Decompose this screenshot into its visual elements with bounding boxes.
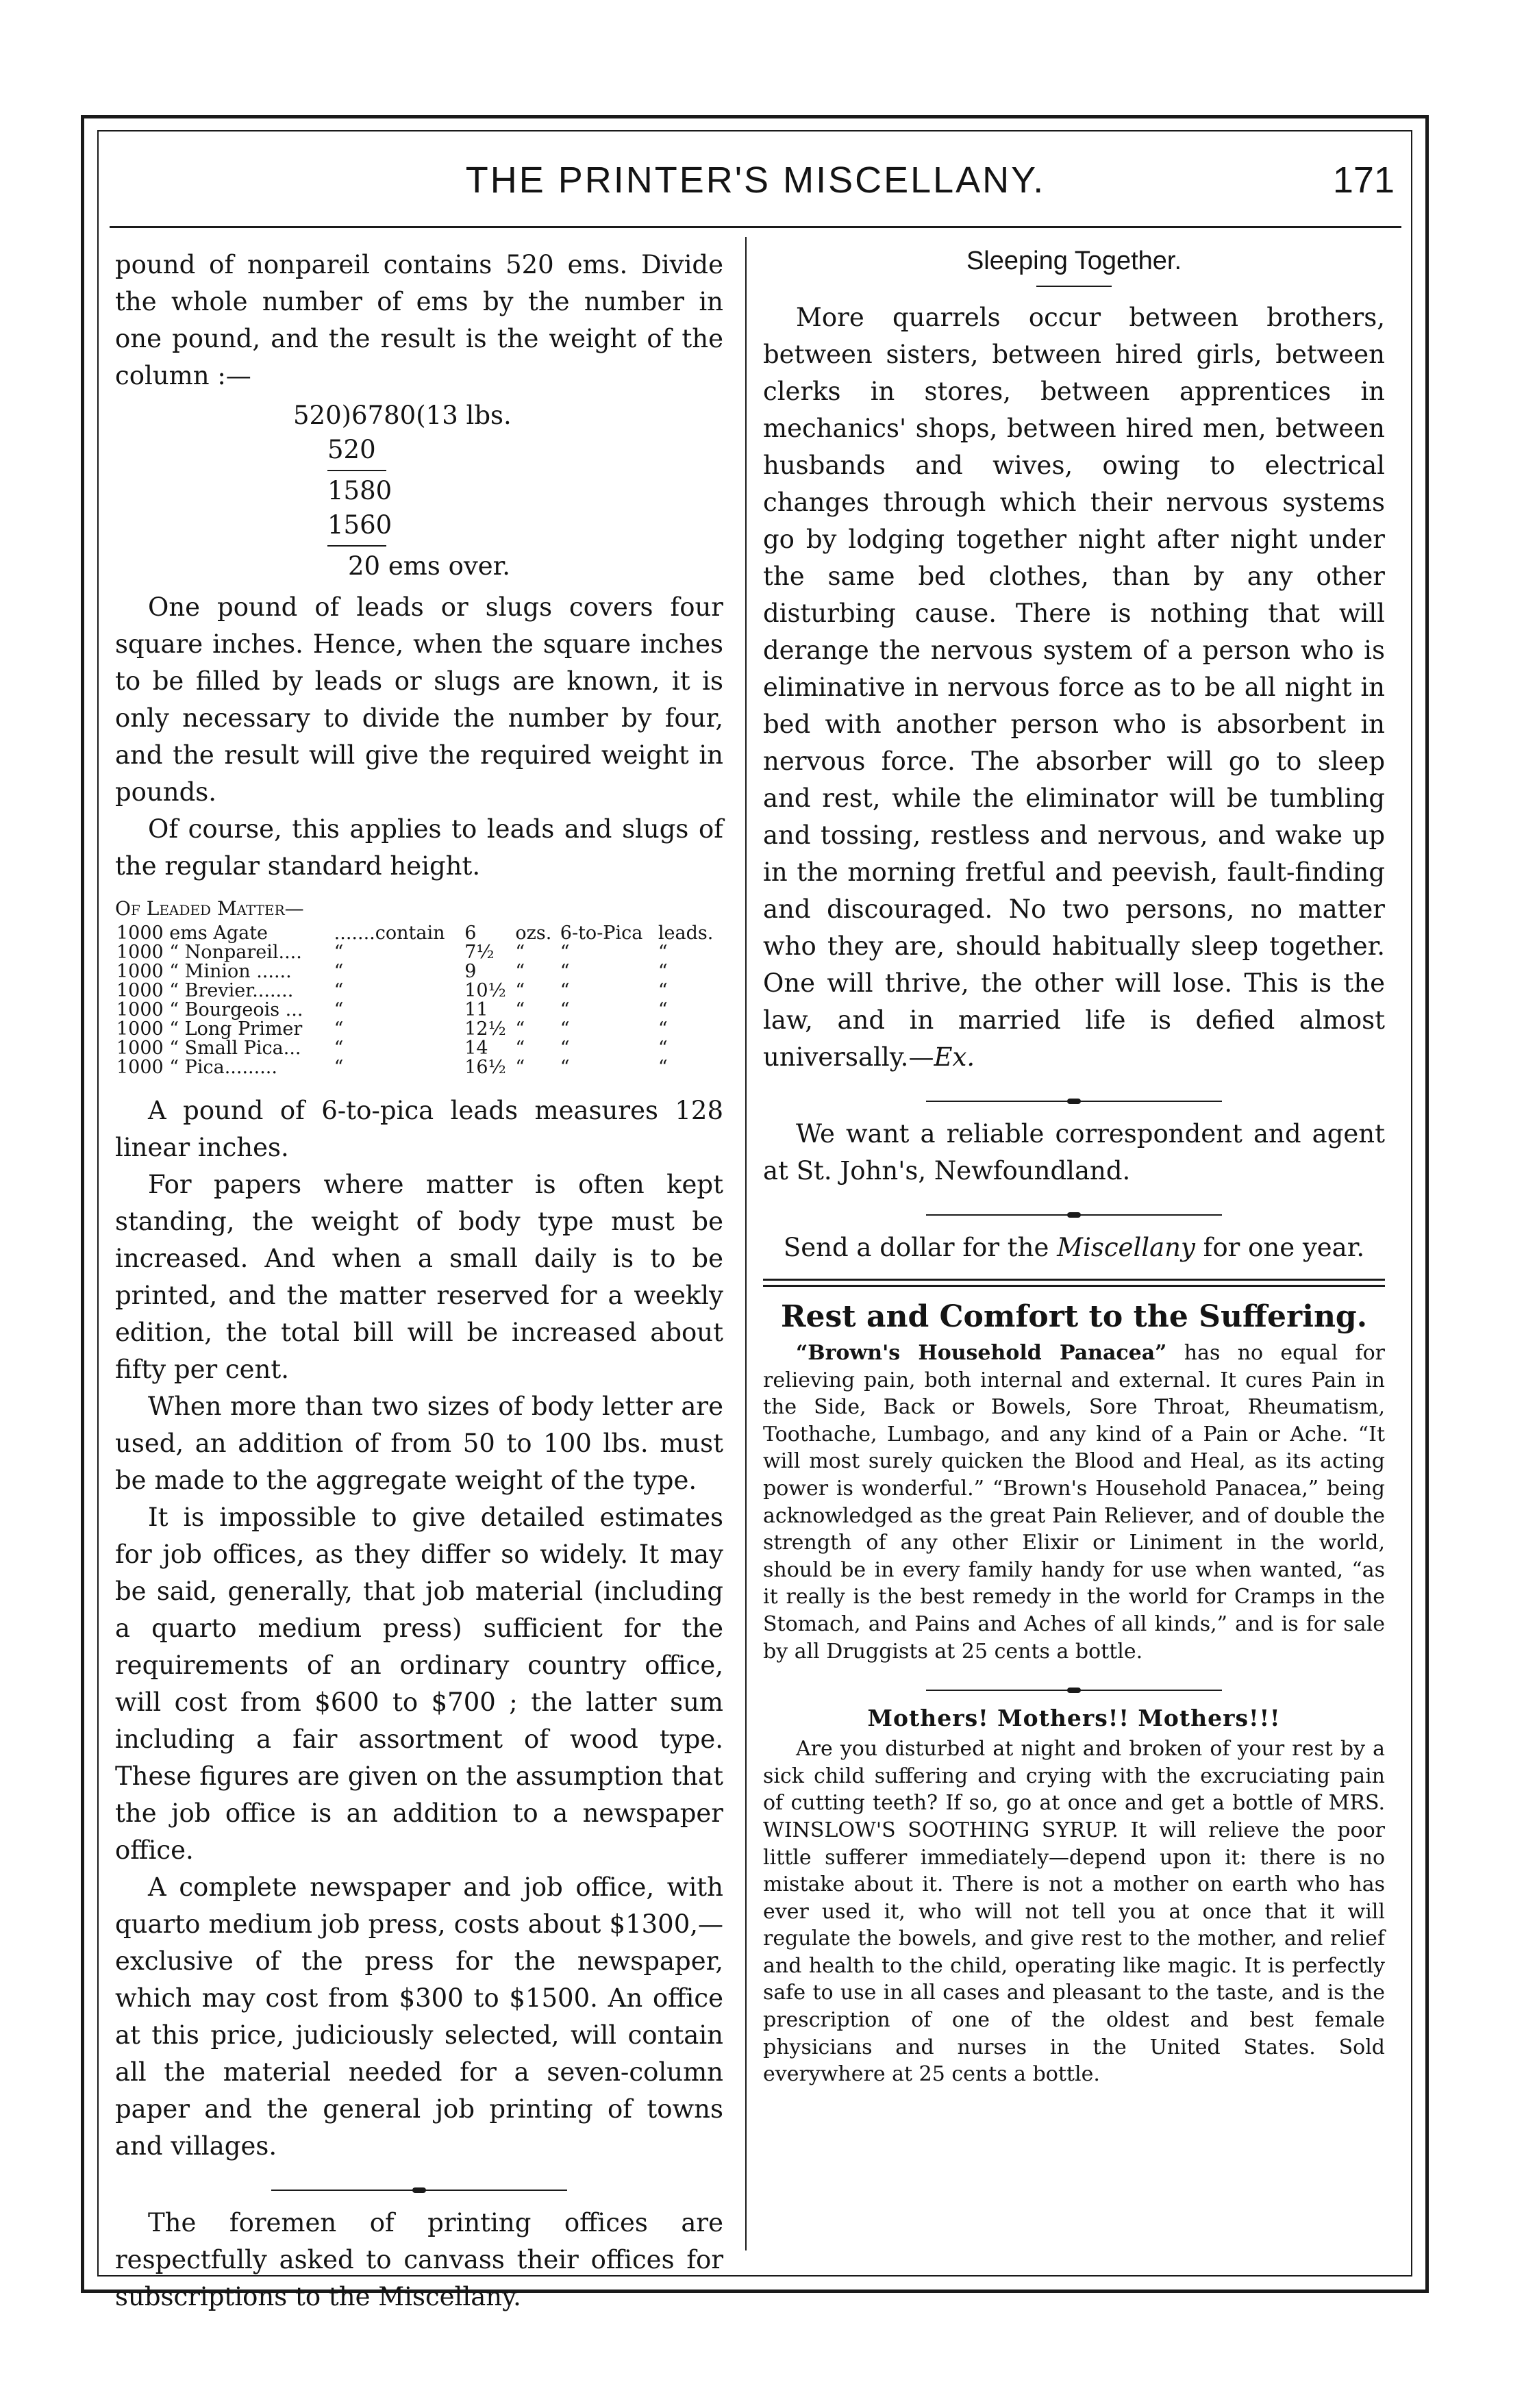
- notice: We want a reliable correspondent and agent at St. John's, Newfoundland.: [763, 1119, 1385, 1186]
- table-cell: “: [560, 999, 570, 1020]
- table-cell: 1000 ems Agate: [116, 923, 268, 944]
- ornament-divider: [763, 1683, 1385, 1687]
- table-row: [115, 1020, 723, 1039]
- table-cell: “: [658, 961, 668, 982]
- paragraph: When more than two sizes of body letter are used, an addition of from 50 to 100 lbs. must be made to the aggregate weight of the type.: [115, 1392, 723, 1495]
- paragraph-text: More quarrels occur between brothers, between sisters, between hired girls, between clerks in stores, between apprentices in mechanics' shops, between hired men, between husbands and wives, owing to electrical changes through which their nervous systems go by lodging together night after night under the same bed clothes, than by any other disturbing cause. There is nothing that will derange the nervous system of a person who is eliminative in nervous force as to be all night in bed with another person who is absorbent in nervous force. The absorber will go to sleep and rest, while the eliminator will be tumbling and tossing, restless and nervous, and wake up in the morning fretful and peevish, fault-finding and discouraged. No two persons, no matter who they are, should habitually sleep together. One will thrive, the other will lose. This is the law, and in married life is defied almost universally.—: [763, 303, 1385, 1072]
- table-cell: 1000 “ Small Pica...: [116, 1038, 301, 1059]
- table-cell: 16½: [464, 1057, 506, 1078]
- table-cell: 7½: [464, 942, 495, 963]
- table-row: [115, 943, 723, 962]
- table-cell: “: [560, 942, 570, 963]
- table-cell: “: [334, 942, 344, 963]
- table-cell: “: [658, 1018, 668, 1040]
- table-cell: 1000 “ Pica.........: [116, 1057, 277, 1078]
- math-line: 520)6780(13 lbs.: [293, 401, 512, 430]
- table-cell: “: [560, 1018, 570, 1040]
- advertisement-heading: Mothers! Mothers!! Mothers!!!: [867, 1705, 1281, 1732]
- math-line: 20 ems over.: [348, 551, 511, 581]
- column-rule: [745, 237, 747, 2250]
- table-cell: “: [515, 1018, 525, 1040]
- ornament-divider: [763, 1094, 1385, 1098]
- running-title: THE PRINTER'S MISCELLANY.: [465, 160, 1046, 201]
- table-cell: “: [334, 1018, 344, 1040]
- source-note: Ex.: [934, 1042, 975, 1072]
- short-rule: [1036, 286, 1112, 287]
- table-cell: leads.: [658, 923, 714, 944]
- paragraph: The foremen of printing offices are respectfully asked to canvass their offices for subscriptions to the Miscellany.: [115, 2208, 723, 2311]
- math-rule: [327, 545, 386, 547]
- page-number: 171: [1332, 160, 1395, 201]
- table-cell: ozs.: [515, 923, 552, 944]
- table-row: [115, 1039, 723, 1058]
- table-cell: 11: [464, 999, 488, 1020]
- table-cell: “: [334, 999, 344, 1020]
- table-cell: 1000 “ Brevier.......: [116, 980, 294, 1001]
- left-column: [115, 247, 723, 2316]
- leaded-matter-table: [115, 924, 723, 1077]
- table-cell: 6-to-Pica: [560, 923, 643, 944]
- table-cell: “: [515, 999, 525, 1020]
- table-row: [115, 1058, 723, 1077]
- table-cell: 12½: [464, 1018, 506, 1040]
- article-heading: Sleeping Together.: [966, 247, 1182, 275]
- math-line: 1580: [327, 476, 392, 505]
- paragraph: Of course, this applies to leads and slugs of the regular standard height.: [115, 814, 723, 881]
- table-cell: “: [560, 1057, 570, 1078]
- advertisement-lead: “Brown's Household Panacea”: [796, 1341, 1167, 1365]
- advertisement-text: Are you disturbed at night and broken of your rest by a sick child suffering and crying with the excruciating pain of cutting teeth? If so, go at once and get a bottle of MRS. WINSLOW'S SOOTHING SYRUP. It will relieve the poor little sufferer immediately—depend upon it: there is no mistake about it. There is not a mother on earth who has ever used it, who will not tell you at once that it will regulate the bowels, and give rest to the mother, and relief and health to the child, operating like magic. It is perfectly safe to use in all cases and pleasant to the taste, and is the prescription of one of the oldest and best female physicians and nurses in the United States. Sold everywhere at 25 cents a bottle.: [763, 1737, 1385, 2087]
- table-cell: 9: [464, 961, 477, 982]
- notice-italic: Miscellany: [1057, 1233, 1195, 1262]
- table-caption: Of Leaded Matter—: [115, 897, 304, 920]
- table-cell: “: [334, 1057, 344, 1078]
- advertisement-text: [763, 1340, 1385, 1665]
- notice-text: Send a dollar for the: [783, 1233, 1058, 1262]
- table-cell: 1000 “ Nonpareil....: [116, 942, 302, 963]
- table-row: [115, 981, 723, 1001]
- notice-text: for one year.: [1195, 1233, 1365, 1262]
- table-cell: 1000 “ Bourgeois ...: [116, 999, 303, 1020]
- math-line: 520: [327, 435, 376, 464]
- paragraph: [763, 299, 1385, 1076]
- table-row: [115, 1001, 723, 1020]
- math-rule: [327, 470, 386, 471]
- advertisement-body: has no equal for relieving pain, both internal and external. It cures Pain in the Side, Back or Bowels, Sore Throat, Rheumatism, Toothache, Lumbago, and any kind of a Pain or Ache. “It will most surely quicken the Blood and Heal, as its acting power is wonderful.” “Brown's Household Panacea,” being acknowledged as the great Pain Reliever, and of double the strength of any other Elixir or Liniment in the world, should be in every family handy for use when wanted, “as it really is the best remedy in the world for Cramps in the Stomach, and Pains and Aches of all kinds,” and is for sale by all Druggists at 25 cents a bottle.: [763, 1341, 1385, 1664]
- table-cell: “: [515, 1057, 525, 1078]
- double-rule: [763, 1279, 1385, 1287]
- table-cell: 1000 “ Minion ......: [116, 961, 292, 982]
- table-cell: “: [658, 1038, 668, 1059]
- page-header: [110, 159, 1401, 207]
- table-cell: 1000 “ Long Primer: [116, 1018, 303, 1040]
- paragraph: pound of nonpareil contains 520 ems. Divide the whole number of ems by the number in one pound, and the result is the weight of the column :—: [115, 250, 723, 390]
- table-cell: “: [560, 961, 570, 982]
- table-cell: “: [334, 980, 344, 1001]
- paragraph: For papers where matter is often kept standing, the weight of body type must be increased. And when a small daily is to be printed, and the matter reserved for a weekly edition, the total bill will be increased about fifty per cent.: [115, 1170, 723, 1384]
- table-cell: 6: [464, 923, 477, 944]
- table-cell: “: [658, 942, 668, 963]
- ornament-divider: [115, 2183, 723, 2187]
- paragraph: It is impossible to give detailed estimates for job offices, as they differ so widely. It may be said, generally, that job material (including a quarto medium press) sufficient for the requirements of an ordinary country office, will cost from $600 to $700 ; the latter sum including a fair assortment of wood type. These figures are given on the assumption that the job office is an addition to a newspaper office.: [115, 1503, 723, 1865]
- table-cell: 14: [464, 1038, 488, 1059]
- table-cell: “: [658, 999, 668, 1020]
- table-cell: “: [515, 980, 525, 1001]
- paragraph: One pound of leads or slugs covers four square inches. Hence, when the square inches to be filled by leads or slugs are known, it is only necessary to divide the number by four, and the result will give the required weight in pounds.: [115, 592, 723, 807]
- table-cell: “: [515, 1038, 525, 1059]
- table-cell: “: [658, 980, 668, 1001]
- table-cell: “: [334, 1038, 344, 1059]
- math-line: 1560: [327, 510, 392, 540]
- table-cell: “: [334, 961, 344, 982]
- ornament-divider: [763, 1207, 1385, 1212]
- right-column: [763, 247, 1385, 2088]
- table-cell: “: [515, 961, 525, 982]
- table-row: [115, 962, 723, 981]
- table-cell: “: [560, 1038, 570, 1059]
- header-rule: [110, 226, 1401, 228]
- table-cell: “: [658, 1057, 668, 1078]
- table-cell: “: [560, 980, 570, 1001]
- table-row: [115, 924, 723, 943]
- paragraph: A complete newspaper and job office, with quarto medium job press, costs about $1300,— exclusive of the press for the newspaper, which may cost from $300 to $1500. An office at this price, judiciously selected, will contain all the material needed for a seven-column paper and the general job printing of towns and villages.: [115, 1872, 723, 2161]
- notice: [763, 1229, 1385, 1266]
- division-example: [293, 399, 723, 584]
- paragraph: A pound of 6-to-pica leads measures 128 linear inches.: [115, 1096, 723, 1162]
- advertisement-heading: Rest and Comfort to the Suffering.: [780, 1299, 1368, 1334]
- table-cell: 10½: [464, 980, 506, 1001]
- table-cell: .......contain: [334, 923, 445, 944]
- table-cell: “: [515, 942, 525, 963]
